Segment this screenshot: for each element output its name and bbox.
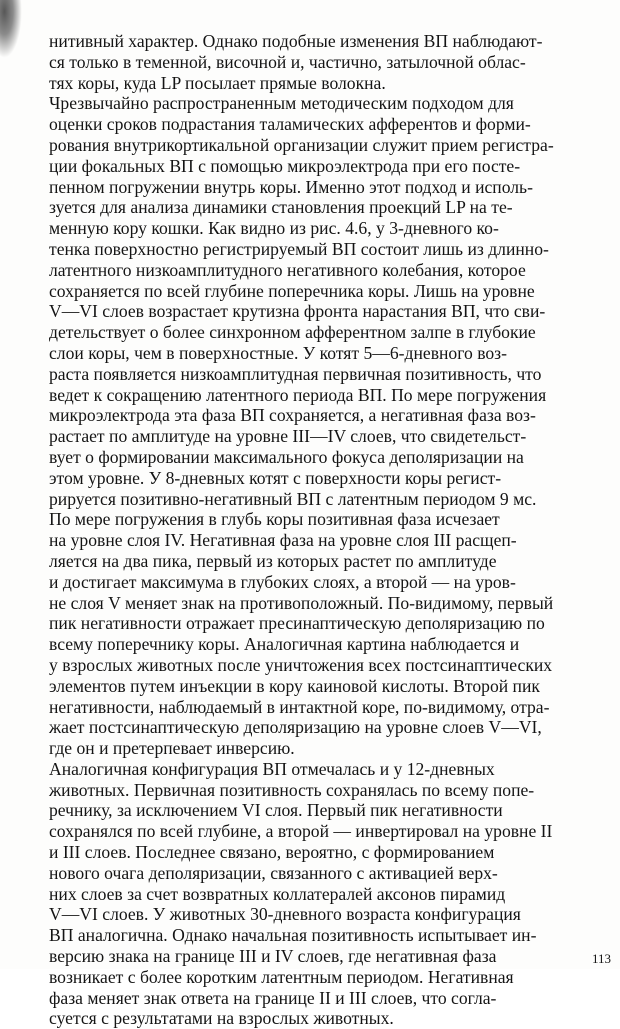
text-line: раста появляется низкоамплитудная первичная позитивность, что (49, 363, 542, 384)
text-line: сохраняется по всей глубине поперечника коры. Лишь на уровне (49, 280, 535, 301)
text-line: рируется позитивно-негативный ВП с латентным периодом 9 мс. (49, 488, 537, 509)
text-line: негативности, наблюдаемый в интактной коре, по-видимому, отра- (49, 696, 550, 717)
text-line: на уровне слоя IV. Негативная фаза на уровне слоя III расщеп- (49, 530, 517, 551)
text-line: тях коры, куда LP посылает прямые волокна. (49, 72, 386, 93)
text-line: и достигает максимума в глубоких слоях, а второй — на уров- (49, 571, 516, 592)
text-line: и III слоев. Последнее связано, вероятно, с формированием (49, 842, 495, 863)
text-line: Аналогичная конфигурация ВП отмечалась и у 12-дневных (49, 758, 495, 779)
text-line: животных. Первичная позитивность сохранялась по всему попе- (49, 779, 535, 800)
text-line: фаза меняет знак ответа на границе II и III слоев, что согла- (49, 987, 497, 1008)
page-number: 113 (592, 951, 612, 966)
text-line: Чрезвычайно распространенным методическим подходом для (49, 93, 514, 114)
text-line: этом уровне. У 8-дневных котят с поверхности коры регист- (49, 467, 502, 488)
text-line: пенном погружении внутрь коры. Именно этот подход и исполь- (49, 176, 533, 197)
text-line: V—VI слоев. У животных 30-дневного возраста конфигурация (49, 904, 521, 925)
text-line: микроэлектрода эта фаза ВП сохраняется, а негативная фаза воз- (49, 405, 536, 426)
text-line: тенка поверхностно регистрируемый ВП состоит лишь из длинно- (49, 238, 549, 259)
text-line: пик негативности отражает пресинаптическую деполяризацию по (49, 613, 545, 634)
text-line: рования внутрикортикальной организации служит прием регистра- (49, 134, 554, 155)
text-line: сохранялся по всей глубине, а второй — инвертировал на уровне II (49, 821, 553, 842)
text-line: речнику, за исключением VI слоя. Первый пик негативности (49, 800, 503, 821)
text-line: ся только в теменной, височной и, частично, затылочной облас- (49, 51, 526, 72)
text-line: элементов путем инъекции в кору каиновой кислоты. Второй пик (49, 675, 540, 696)
text-line: ции фокальных ВП с помощью микроэлектрода при его посте- (49, 155, 521, 176)
text-line: растает по амплитуде на уровне III—IV слоев, что свидетельст- (49, 426, 527, 447)
text-line: всему поперечнику коры. Аналогичная картина наблюдается и (49, 634, 520, 655)
text-line: не слоя V меняет знак на противоположный. По-видимому, первый (49, 592, 554, 613)
text-line: ВП аналогична. Однако начальная позитивность испытывает ин- (49, 925, 537, 946)
text-line: По мере погружения в глубь коры позитивная фаза исчезает (49, 509, 500, 530)
text-line: зуется для анализа динамики становления проекций LP на те- (49, 197, 513, 218)
text-line: версию знака на границе III и IV слоев, где негативная фаза (49, 946, 497, 967)
text-line: возникает с более коротким латентным периодом. Негативная (49, 966, 514, 987)
text-line: ведет к сокращению латентного периода ВП. По мере погружения (49, 384, 547, 405)
text-line: где он и претерпевает инверсию. (49, 738, 295, 759)
text-line: детельствует о более синхронном афферентном залпе в глубокие (49, 322, 536, 343)
text-line: латентного низкоамплитудного негативного колебания, которое (49, 259, 526, 280)
text-line: суется с результатами на взрослых животных. (49, 1008, 394, 1029)
body-text (49, 31, 620, 1029)
text-line: оценки сроков подрастания таламических афферентов и форми- (49, 114, 531, 135)
text-line: нитивный характер. Однако подобные изменения ВП наблюдают- (49, 31, 543, 51)
text-line: менную кору кошки. Как видно из рис. 4.6, у 3-дневного ко- (49, 218, 499, 239)
scan-edge-smudge (0, 0, 22, 58)
text-line: вует о формировании максимального фокуса деполяризации на (49, 446, 524, 467)
text-line: у взрослых животных после уничтожения всех постсинаптических (49, 654, 553, 675)
text-line: ляется на два пика, первый из которых растет по амплитуде (49, 550, 497, 571)
text-line: нового очага деполяризации, связанного с активацией верх- (49, 862, 498, 883)
text-line: V—VI слоев возрастает крутизна фронта нарастания ВП, что сви- (49, 301, 546, 322)
text-line: слои коры, чем в поверхностные. У котят 5—6-дневного воз- (49, 342, 507, 363)
text-line: жает постсинаптическую деполяризацию на уровне слоев V—VI, (49, 717, 542, 738)
text-line: них слоев за счет возвратных коллатералей аксонов пирамид (49, 883, 506, 904)
